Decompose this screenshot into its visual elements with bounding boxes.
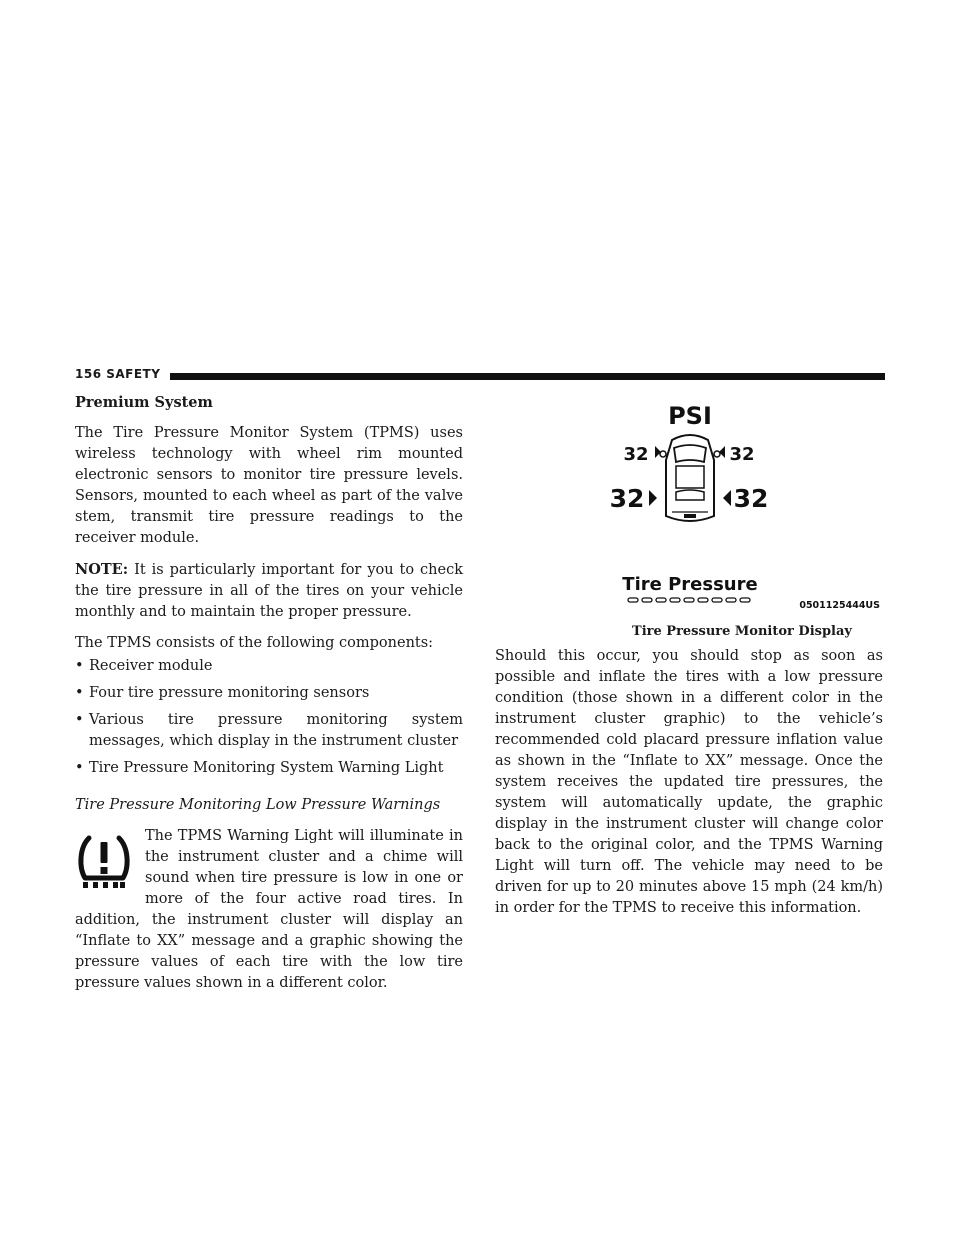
warnings-heading: Tire Pressure Monitoring Low Pressure Warnings [75, 797, 441, 813]
psi-label: PSI [668, 402, 712, 430]
list-item: • Four tire pressure monitoring sensors [75, 683, 463, 704]
rear-right-arrow-icon [723, 490, 731, 506]
left-column [75, 392, 463, 1004]
list-item: • Receiver module [75, 656, 463, 677]
components-intro: The TPMS consists of the following components: [75, 635, 434, 651]
section-heading: Premium System [75, 394, 213, 411]
tpms-display-figure [600, 400, 884, 644]
front-left-pressure: 32 [623, 444, 649, 465]
rear-left-pressure: 32 [609, 484, 645, 513]
warnings-paragraph: The TPMS Warning Light will illuminate in the instrument cluster and a chime will sound when tire pressure is low in one or more of the four active road tires. In addition, the instrument cluster will display an “Inflate to XX” message and a graphic showing the pressure values of each tire with the low tire pressure values shown in a different color. [75, 828, 463, 991]
page-header [75, 366, 885, 382]
warnings-block [75, 826, 463, 994]
display-dash-row [628, 598, 750, 602]
note-text: It is particularly important for you to check the tire pressure in all of the tires on your vehicle monthly and to maintain the proper pressure. [75, 562, 463, 620]
figure-caption: Tire Pressure Monitor Display [632, 624, 852, 639]
tpms-warning-light-icon [75, 832, 133, 892]
intro-paragraph: The Tire Pressure Monitor System (TPMS) uses wireless technology with wheel rim mounted electronic sensors to monitor tire pressure levels. Sensors, mounted to each wheel as part of the valve stem, transmit tire pressure readings to the receiver module. [75, 425, 463, 546]
follow-up-paragraph: Should this occur, you should stop as soon as possible and inflate the tires with a low pressure condition (those shown in a different color in the instrument cluster graphic) to the vehicle’s recommended cold placard pressure inflation value as shown in the “Inflate to XX” message. Once the system receives the updated tire pressures, the system will automatically update, the graphic display in the instrument cluster will change color back to the original color, and the TPMS Warning Light will turn off. The vehicle may need to be driven for up to 20 minutes above 15 mph (24 km/h) in order for the TPMS to receive this information. [495, 648, 883, 916]
vehicle-icon [660, 435, 720, 521]
front-right-pressure: 32 [729, 444, 755, 465]
components-list [75, 656, 463, 779]
note-label: NOTE: [75, 561, 129, 578]
page-number: 156 SAFETY [75, 367, 161, 381]
image-code: 0501125444US [799, 600, 880, 611]
header-rule [170, 373, 885, 380]
tire-pressure-display-label: Tire Pressure [622, 574, 758, 595]
right-column [495, 646, 883, 919]
rear-left-arrow-icon [649, 490, 657, 506]
list-item: • Various tire pressure monitoring system messages, which display in the instrument cluster [75, 710, 463, 752]
note-paragraph [75, 559, 463, 623]
tpms-display-graphic [600, 400, 884, 620]
list-item: • Tire Pressure Monitoring System Warning Light [75, 758, 463, 779]
rear-right-pressure: 32 [733, 484, 769, 513]
